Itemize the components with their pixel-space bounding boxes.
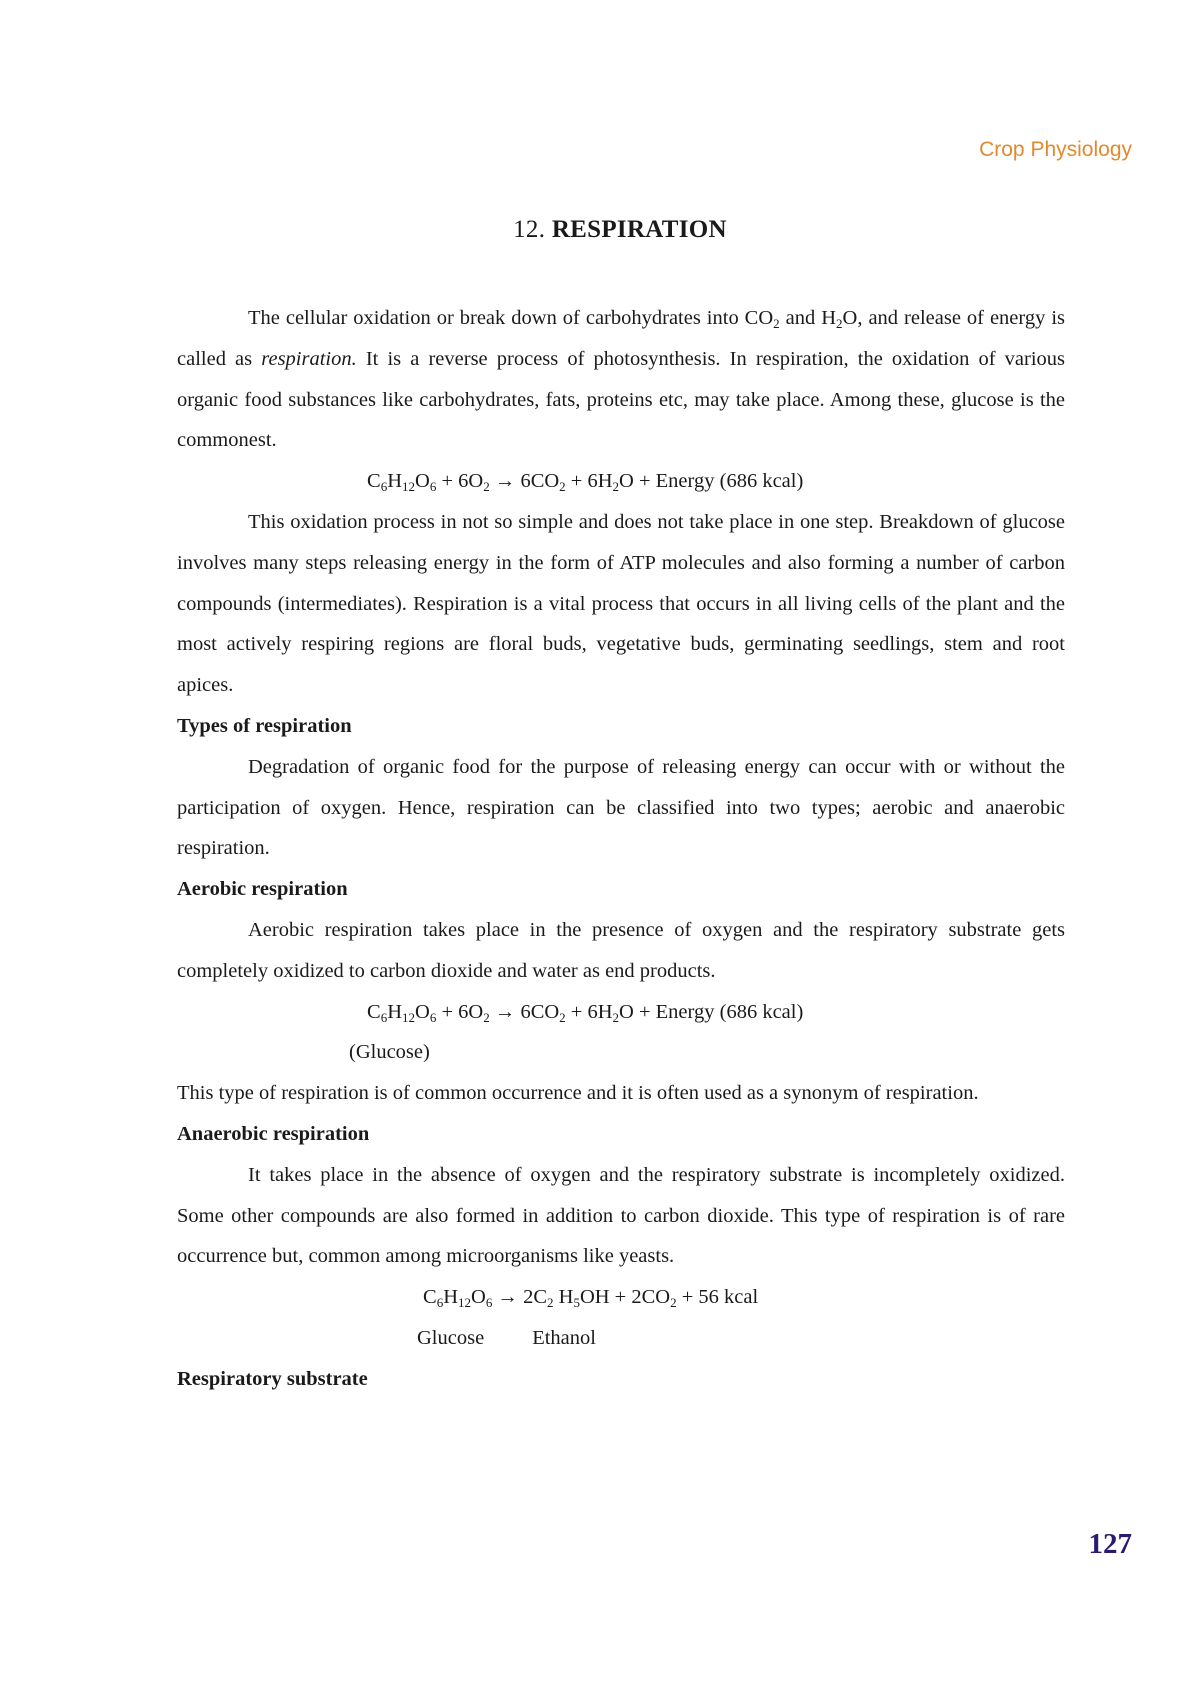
glucose-oxidation-equation: $C_6H_{12}O_6 + 6O_2 \to 6CO_2 + 6H_2O$ + Energy (686 kcal): [367, 470, 804, 495]
anaerobic-heading: Anaerobic respiration: [177, 1122, 370, 1145]
anaerobic-equation: $C_6H_{12}O_6 \to 2C_2$ $H_5OH + 2CO_2 + 56$ kcal: [423, 1286, 759, 1311]
chapter-number: 12.: [513, 216, 546, 243]
types-paragraph: Degradation of organic food for the purpose of releasing energy can occur with or without the participation of oxygen. Hence, respiration can be classified into two types; aerobic and anaerobic respiration.: [177, 755, 1065, 860]
substrate-heading: Respiratory substrate: [177, 1367, 368, 1390]
respiration-term: respiration.: [261, 347, 357, 370]
page-content: [177, 298, 1065, 1400]
chapter-title-word: RESPIRATION: [551, 216, 727, 243]
oxidation-process-paragraph: This oxidation process in not so simple and does not take place in one step. Breakdown of glucose involves many steps releasing energy in the form of ATP molecules and also forming a number of carbon compounds (intermediates). Respiration is a vital process that occurs in all living cells of the plant and the most actively respiring regions are floral buds, vegetative buds, germinating seedlings, stem and root apices.: [177, 510, 1065, 697]
ethanol-label: Ethanol: [532, 1326, 596, 1349]
anaerobic-paragraph: It takes place in the absence of oxygen and the respiratory substrate is incompletely oxidized. Some other compounds are also formed in addition to carbon dioxide. This type of respiration is of rare occurrence but, common among microorganisms like yeasts.: [177, 1163, 1065, 1268]
types-heading: Types of respiration: [177, 714, 352, 737]
chapter-title: [0, 216, 1200, 244]
aerobic-equation: $C_6H_{12}O_6 + 6O_2 \to 6CO_2 + 6H_2O$ + Energy (686 kcal): [367, 1000, 804, 1025]
aerobic-equation-label: (Glucose): [349, 1041, 430, 1064]
anaerobic-equation-labels: [177, 1318, 1065, 1359]
aerobic-paragraph: Aerobic respiration takes place in the presence of oxygen and the respiratory substrate gets completely oxidized to carbon dioxide and water as end products.: [177, 918, 1065, 982]
aerobic-heading: Aerobic respiration: [177, 878, 348, 901]
glucose-label: Glucose: [417, 1326, 485, 1349]
intro-paragraph: The cellular oxidation or break down of carbohydrates into $CO_2$ and $H_2O$, and release of energy is called as respiration. It is a reverse process of photosynthesis. In respiration, the oxidation of various organic food substances like carbohydrates, fats, proteins etc, may take place. Among these, glucose is the commonest.: [177, 307, 1066, 452]
running-header: Crop Physiology: [979, 138, 1132, 161]
aerobic-after-paragraph: This type of respiration is of common occurrence and it is often used as a synonym of respiration.: [177, 1082, 979, 1105]
page-number: 127: [1088, 1528, 1132, 1560]
